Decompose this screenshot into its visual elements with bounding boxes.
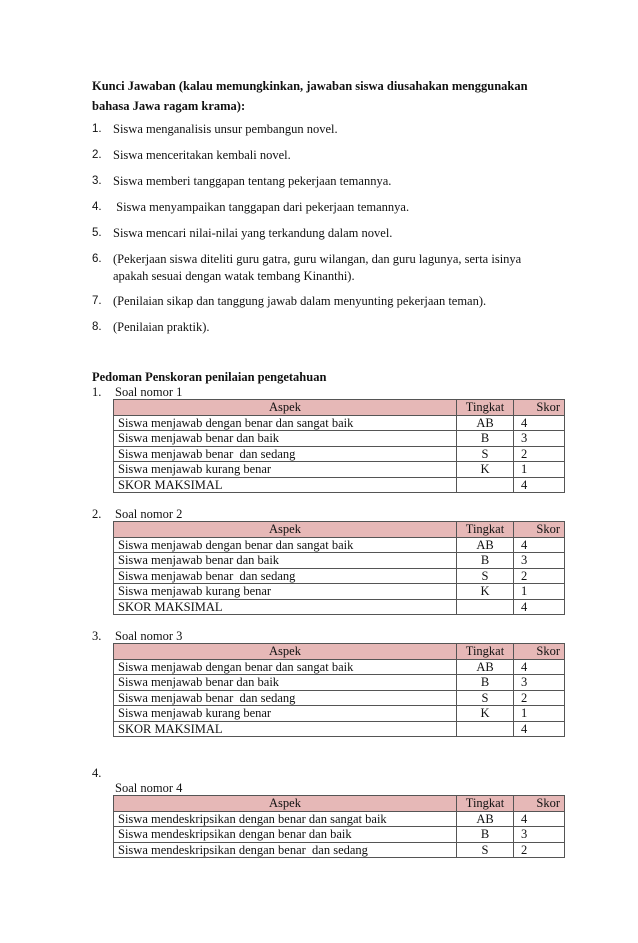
table-row — [114, 842, 565, 858]
cell-aspek: Siswa menjawab dengan benar dan sangat baik — [114, 415, 457, 431]
cell-skor: 4 — [514, 537, 565, 553]
cell-aspek: Siswa menjawab benar dan sedang — [114, 690, 457, 706]
cell-aspek: Siswa menjawab benar dan baik — [114, 431, 457, 447]
column-header-aspek: Aspek — [114, 796, 457, 812]
cell-tingkat: S — [457, 690, 514, 706]
table-row — [114, 706, 565, 722]
table-row — [114, 584, 565, 600]
section-label: Soal nomor 3 — [115, 629, 183, 643]
table-header-row — [114, 644, 565, 660]
table-header-row — [114, 522, 565, 538]
table-row — [114, 659, 565, 675]
answer-key-heading-line: Kunci Jawaban (kalau memungkinkan, jawaban siswa diusahakan menggunakan — [92, 79, 528, 93]
answer-key-number: 5. — [92, 227, 102, 239]
answer-key-text: Siswa menganalisis unsur pembangun novel. — [113, 122, 338, 136]
cell-tingkat: AB — [457, 659, 514, 675]
cell-tingkat: S — [457, 568, 514, 584]
answer-key-number: 8. — [92, 321, 102, 333]
section-number: 1. — [92, 385, 102, 399]
table-header-row — [114, 400, 565, 416]
answer-key-heading-line: bahasa Jawa ragam krama): — [92, 99, 246, 113]
cell-aspek: Siswa menjawab kurang benar — [114, 462, 457, 478]
column-header-skor: Skor — [514, 400, 565, 416]
table-row — [114, 477, 565, 493]
table-row — [114, 462, 565, 478]
table-row — [114, 811, 565, 827]
section-label: Soal nomor 2 — [115, 507, 183, 521]
section-number: 3. — [92, 629, 102, 643]
cell-aspek: SKOR MAKSIMAL — [114, 477, 457, 493]
cell-tingkat: K — [457, 706, 514, 722]
answer-key-text: Siswa menceritakan kembali novel. — [113, 148, 291, 162]
cell-skor: 3 — [514, 553, 565, 569]
cell-aspek: Siswa menjawab benar dan sedang — [114, 446, 457, 462]
scoring-table — [113, 521, 565, 615]
cell-skor: 3 — [514, 675, 565, 691]
column-header-tingkat: Tingkat — [457, 644, 514, 660]
cell-tingkat: K — [457, 584, 514, 600]
cell-skor: 4 — [514, 415, 565, 431]
cell-tingkat: B — [457, 675, 514, 691]
cell-aspek: Siswa menjawab dengan benar dan sangat baik — [114, 659, 457, 675]
cell-skor: 3 — [514, 431, 565, 447]
section-number: 2. — [92, 507, 102, 521]
cell-skor: 4 — [514, 811, 565, 827]
answer-key-number: 3. — [92, 175, 102, 187]
cell-tingkat: AB — [457, 415, 514, 431]
column-header-tingkat: Tingkat — [457, 522, 514, 538]
cell-aspek: Siswa menjawab benar dan sedang — [114, 568, 457, 584]
cell-aspek: SKOR MAKSIMAL — [114, 721, 457, 737]
table-row — [114, 446, 565, 462]
cell-skor: 4 — [514, 721, 565, 737]
answer-key-text: (Penilaian praktik). — [113, 320, 210, 334]
scoring-guide-heading: Pedoman Penskoran penilaian pengetahuan — [92, 370, 327, 384]
cell-tingkat: AB — [457, 537, 514, 553]
answer-key-heading — [92, 76, 562, 116]
answer-key-number: 2. — [92, 149, 102, 161]
table-row — [114, 721, 565, 737]
table-row — [114, 690, 565, 706]
scoring-table — [113, 399, 565, 493]
cell-skor: 1 — [514, 706, 565, 722]
cell-tingkat: B — [457, 431, 514, 447]
cell-skor: 1 — [514, 584, 565, 600]
section-label: Soal nomor 4 — [115, 781, 183, 795]
column-header-aspek: Aspek — [114, 400, 457, 416]
cell-tingkat: S — [457, 446, 514, 462]
answer-key-text: Siswa menyampaikan tanggapan dari pekerjaan temannya. — [113, 200, 410, 214]
cell-tingkat — [457, 599, 514, 615]
answer-key-number: 6. — [92, 253, 102, 265]
answer-key-text: Siswa mencari nilai-nilai yang terkandung dalam novel. — [113, 226, 393, 240]
answer-key-number: 4. — [92, 201, 102, 213]
scoring-table — [113, 643, 565, 737]
cell-tingkat: B — [457, 553, 514, 569]
cell-aspek: Siswa menjawab benar dan baik — [114, 553, 457, 569]
cell-aspek: Siswa menjawab kurang benar — [114, 706, 457, 722]
answer-key-number: 7. — [92, 295, 102, 307]
table-row — [114, 568, 565, 584]
cell-skor: 2 — [514, 690, 565, 706]
section-label: Soal nomor 1 — [115, 385, 183, 399]
cell-skor: 1 — [514, 462, 565, 478]
table-row — [114, 415, 565, 431]
cell-aspek: Siswa menjawab kurang benar — [114, 584, 457, 600]
answer-key-text: apakah sesuai dengan watak tembang Kinanthi). — [113, 269, 355, 283]
cell-aspek: Siswa mendeskripsikan dengan benar dan baik — [114, 827, 457, 843]
column-header-tingkat: Tingkat — [457, 796, 514, 812]
cell-skor: 3 — [514, 827, 565, 843]
column-header-aspek: Aspek — [114, 644, 457, 660]
cell-tingkat — [457, 721, 514, 737]
column-header-tingkat: Tingkat — [457, 400, 514, 416]
table-row — [114, 431, 565, 447]
cell-skor: 4 — [514, 599, 565, 615]
scoring-table — [113, 795, 565, 858]
cell-skor: 4 — [514, 659, 565, 675]
column-header-skor: Skor — [514, 522, 565, 538]
cell-skor: 4 — [514, 477, 565, 493]
cell-tingkat: AB — [457, 811, 514, 827]
table-row — [114, 537, 565, 553]
cell-aspek: Siswa mendeskripsikan dengan benar dan sangat baik — [114, 811, 457, 827]
cell-skor: 2 — [514, 446, 565, 462]
column-header-aspek: Aspek — [114, 522, 457, 538]
table-row — [114, 827, 565, 843]
table-row — [114, 599, 565, 615]
table-header-row — [114, 796, 565, 812]
cell-tingkat — [457, 477, 514, 493]
table-row — [114, 675, 565, 691]
section-number: 4. — [92, 766, 102, 780]
cell-aspek: Siswa mendeskripsikan dengan benar dan sedang — [114, 842, 457, 858]
cell-tingkat: B — [457, 827, 514, 843]
cell-skor: 2 — [514, 568, 565, 584]
answer-key-text: (Penilaian sikap dan tanggung jawab dalam menyunting pekerjaan teman). — [113, 294, 487, 308]
column-header-skor: Skor — [514, 796, 565, 812]
answer-key-text: (Pekerjaan siswa diteliti guru gatra, guru wilangan, dan guru lagunya, serta isinya — [113, 252, 522, 266]
answer-key-text: Siswa memberi tanggapan tentang pekerjaan temannya. — [113, 174, 392, 188]
answer-key-number: 1. — [92, 123, 102, 135]
cell-tingkat: K — [457, 462, 514, 478]
cell-aspek: Siswa menjawab dengan benar dan sangat baik — [114, 537, 457, 553]
table-row — [114, 553, 565, 569]
cell-tingkat: S — [457, 842, 514, 858]
column-header-skor: Skor — [514, 644, 565, 660]
cell-aspek: Siswa menjawab benar dan baik — [114, 675, 457, 691]
cell-skor: 2 — [514, 842, 565, 858]
cell-aspek: SKOR MAKSIMAL — [114, 599, 457, 615]
